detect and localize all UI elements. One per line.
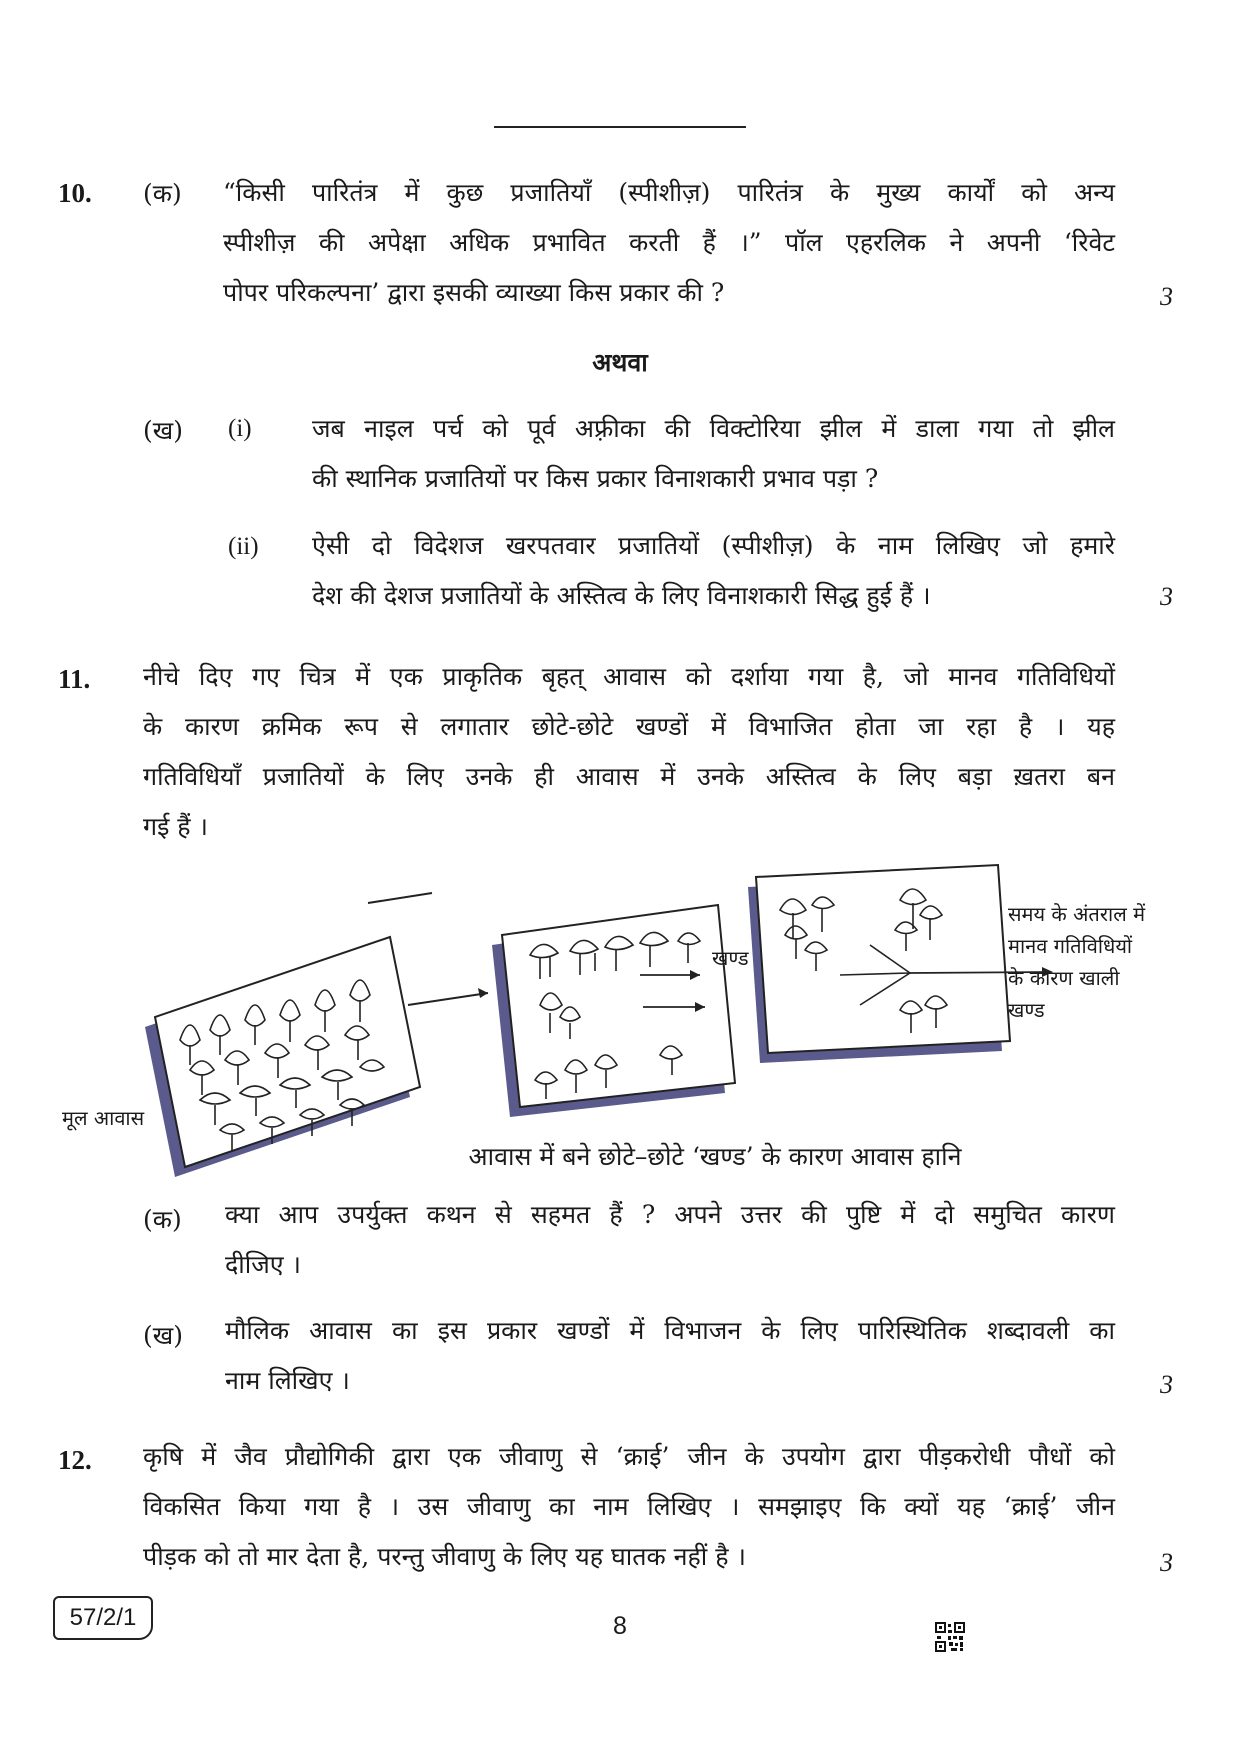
q10-b-ii-line-1: ऐसी दो विदेशज खरपतवार प्रजातियों (स्पीशीज़) के नाम लिखिए जो हमारे [312, 531, 1115, 560]
q11-b-line-1: मौलिक आवास का इस प्रकार खण्डों में विभाजन के लिए पारिस्थितिक शब्दावली का [225, 1316, 1115, 1345]
q11-intro-line-4: गई हैं । [143, 812, 208, 841]
q11-number: 11. [58, 664, 91, 694]
q11-a-line-1: क्या आप उपर्युक्त कथन से सहमत हैं ? अपने उत्तर की पुष्टि में दो समुचित कारण [225, 1200, 1115, 1229]
q12-line-1: कृषि में जैव प्रौद्योगिकी द्वारा एक जीवाणु से ‘क्राई’ जीन के उपयोग द्वारा पीड़करोधी पौधों को [143, 1442, 1115, 1471]
top-rule [494, 126, 746, 128]
q12-text [143, 1432, 1115, 1582]
q11-a-line-2: दीजिए । [225, 1250, 302, 1279]
figure-label-fragment: खण्ड [712, 946, 749, 970]
q10-b-marks: 3 [1160, 582, 1173, 611]
fragmented-habitat-panel [492, 905, 735, 1117]
empty-fragment-panel [748, 865, 1010, 1063]
q11-a-text [225, 1190, 1115, 1290]
q11-b-line-2: नाम लिखिए । [225, 1366, 350, 1395]
q12-marks: 3 [1160, 1548, 1173, 1577]
q10-b-i-label: (i) [228, 415, 252, 442]
q11-intro-line-2: के कारण क्रमिक रूप से लगातार छोटे-छोटे खण्डों में विभाजित होता जा रहा है । यह [143, 712, 1115, 741]
figure-label-empty-line-1: समय के अंतराल में [1008, 902, 1146, 926]
figure-caption: आवास में बने छोटे–छोटे ‘खण्ड’ के कारण आवास हानि [468, 1142, 962, 1171]
q10-a-line-2: स्पीशीज़ की अपेक्षा अधिक प्रभावित करती हैं ।” पॉल एहरलिक ने अपनी ‘रिवेट [223, 228, 1115, 257]
q11-marks: 3 [1160, 1370, 1173, 1399]
q10-b-i-line-1: जब नाइल पर्च को पूर्व अफ़्रीका की विक्टोरिया झील में डाला गया तो झील [312, 414, 1115, 443]
q12-line-3: पीड़क को तो मार देता है, परन्तु जीवाणु के लिए यह घातक नहीं है । [143, 1542, 746, 1571]
q11-intro-line-3: गतिविधियाँ प्रजातियों के लिए उनके ही आवास में उनके अस्तित्व के लिए बड़ा ख़तरा बन [143, 762, 1115, 791]
figure-label-empty-line-4: खण्ड [1008, 998, 1045, 1022]
q11-b-label: (ख) [143, 1321, 183, 1350]
q10-number: 10. [58, 178, 92, 208]
q10-b-ii-line-2: देश की देशज प्रजातियों के अस्तित्व के लिए विनाशकारी सिद्ध हुई हैं । [312, 581, 931, 610]
q10-b-i-text [312, 404, 1115, 504]
figure-label-original: मूल आवास [62, 1106, 145, 1130]
q12-line-2: विकसित किया गया है । उस जीवाणु का नाम लिखिए । समझाइए कि क्यों यह ‘क्राई’ जीन [143, 1492, 1115, 1521]
paper-code-badge: 57/2/1 [53, 1596, 153, 1640]
q10-a-text [223, 168, 1115, 318]
figure-label-empty-line-3: के कारण खाली [1008, 966, 1120, 990]
q10-b-i-line-2: की स्थानिक प्रजातियों पर किस प्रकार विनाशकारी प्रभाव पड़ा ? [312, 464, 879, 493]
arrow-1-icon [368, 893, 432, 903]
qr-code-icon [935, 1622, 965, 1652]
figure-label-empty [1008, 898, 1198, 1026]
q10-a-line-1: “किसी पारितंत्र में कुछ प्रजातियाँ (स्पीशीज़) पारितंत्र के मुख्य कार्यों को अन्य [223, 178, 1115, 207]
q10-b-label: (ख) [143, 416, 183, 445]
q10-a-label: (क) [143, 179, 182, 208]
q12-number: 12. [58, 1445, 92, 1475]
q11-b-text [225, 1306, 1115, 1406]
original-habitat-panel [145, 937, 420, 1177]
q10-b-ii-label: (ii) [228, 533, 259, 560]
arrow-1-head-icon [478, 988, 488, 998]
figure-label-empty-line-2: मानव गतिविधियों [1008, 934, 1133, 958]
q10-a-marks: 3 [1160, 282, 1173, 311]
q10-b-ii-text [312, 521, 1115, 621]
q11-intro [143, 652, 1115, 852]
page-number: 8 [613, 1612, 627, 1640]
q10-or-label: अथवा [592, 348, 648, 377]
arrow-1-line [408, 993, 488, 1005]
q10-a-line-3: पोपर परिकल्पना’ द्वारा इसकी व्याख्या किस प्रकार की ? [223, 278, 725, 307]
q11-a-label: (क) [143, 1205, 182, 1234]
q11-intro-line-1: नीचे दिए गए चित्र में एक प्राकृतिक बृहत् आवास को दर्शाया गया है, जो मानव गतिविधियों [143, 662, 1115, 691]
